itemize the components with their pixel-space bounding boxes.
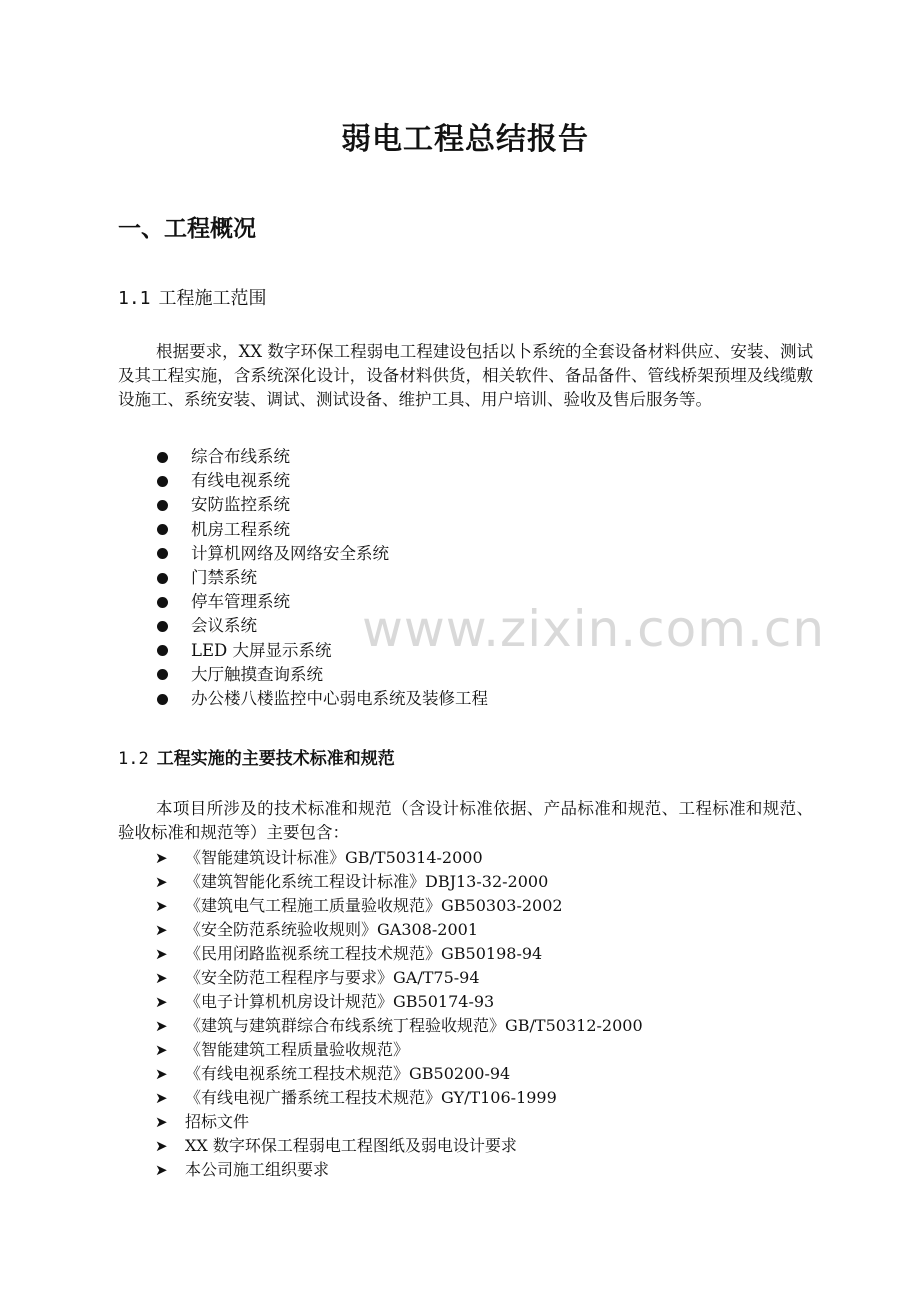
- arrowhead-icon: ➤: [155, 921, 168, 939]
- list-item-label: 综合布线系统: [191, 447, 290, 466]
- list-item: [155, 566, 488, 590]
- subsection-number: 1.1: [118, 288, 151, 309]
- arrowhead-icon: ➤: [155, 1137, 168, 1155]
- list-item-label: 《智能建筑设计标准》GB/T50314-2000: [185, 848, 483, 867]
- list-item-label: 《电子计算机机房设计规范》GB50174-93: [185, 992, 495, 1011]
- subsection-heading-standards: [118, 744, 395, 769]
- list-item: [155, 1062, 643, 1086]
- list-item: [155, 918, 643, 942]
- arrowhead-icon: ➤: [155, 873, 168, 891]
- list-item: [155, 663, 488, 687]
- list-item-label: 会议系统: [191, 616, 257, 636]
- list-item: [155, 966, 643, 990]
- list-item: [155, 1086, 643, 1110]
- list-item-label: 计算机网络及网络安全系统: [191, 543, 389, 563]
- section-heading-overview: 一、工程概况: [118, 216, 256, 242]
- list-item: [155, 493, 488, 517]
- list-item-label: 《安全防范系统验收规则》GA308-2001: [185, 920, 479, 939]
- list-item-label: 门禁系统: [191, 568, 257, 588]
- list-item: [155, 445, 488, 469]
- list-item-label: 机房工程系统: [191, 519, 290, 539]
- list-item-label: 《建筑智能化系统工程设计标准》DBJ13-32-2000: [185, 872, 549, 891]
- list-item-label: 办公楼八楼监控中心弱电系统及装修工程: [191, 689, 488, 709]
- arrowhead-icon: ➤: [155, 1161, 168, 1179]
- list-item-label: 安防监控系统: [191, 495, 290, 515]
- arrowhead-icon: ➤: [155, 1041, 168, 1059]
- list-item-label: 停车管理系统: [191, 592, 290, 612]
- filled-circle-icon: [157, 669, 168, 680]
- arrowhead-icon: ➤: [155, 1065, 168, 1083]
- arrowhead-icon: ➤: [155, 969, 168, 987]
- arrowhead-icon: ➤: [155, 1113, 168, 1131]
- list-item: [155, 1134, 643, 1158]
- list-item: [155, 469, 488, 493]
- filled-circle-icon: [157, 573, 168, 584]
- list-item-label: 《有线电视系统工程技术规范》GB50200-94: [185, 1064, 511, 1083]
- arrowhead-icon: ➤: [155, 993, 168, 1011]
- list-item-label: 有线电视系统: [191, 471, 290, 491]
- list-item: [155, 942, 643, 966]
- list-item: [155, 639, 488, 663]
- arrowhead-icon: ➤: [155, 1017, 168, 1035]
- arrowhead-icon: ➤: [155, 897, 168, 915]
- list-item: [155, 1110, 643, 1134]
- filled-circle-icon: [157, 694, 168, 705]
- list-item: [155, 614, 488, 638]
- list-item-label: LED 大屏显示系统: [191, 640, 332, 660]
- list-item-label: 《建筑与建筑群综合布线系统丁程验收规范》GB/T50312-2000: [185, 1016, 643, 1035]
- list-item-label: 招标文件: [185, 1112, 250, 1131]
- list-item: [155, 590, 488, 614]
- document-title: 弱电工程总结报告: [341, 122, 589, 157]
- list-item: [155, 518, 488, 542]
- standards-paragraph: 本项目所涉及的技术标准和规范（含设计标准依据、产品标准和规范、工程标准和规范、验收标准和规范等）主要包含：: [118, 799, 813, 842]
- list-item: [155, 894, 643, 918]
- filled-circle-icon: [157, 621, 168, 632]
- list-item: [155, 870, 643, 894]
- subsection-heading-scope: [118, 284, 267, 310]
- list-item: [155, 1158, 643, 1182]
- subsection-number: 1.2: [118, 749, 149, 769]
- arrowhead-icon: ➤: [155, 945, 168, 963]
- subsection-title: 工程实施的主要技术标准和规范: [156, 749, 395, 769]
- arrowhead-icon: ➤: [155, 849, 168, 867]
- arrowhead-icon: ➤: [155, 1089, 168, 1107]
- systems-list: [155, 445, 488, 711]
- filled-circle-icon: [157, 548, 168, 559]
- list-item: [155, 542, 488, 566]
- intro-paragraph: 根据要求，XX 数字环保工程弱电工程建设包括以卜系统的全套设备材料供应、安装、测试及其工程实施，含系统深化设计，设备材料供货，相关软件、备品备件、管线桥架预埋及线缆敷设施工、系统安装、调试、测试设备、维护工具、用户培训、验收及售后服务等。: [118, 342, 813, 409]
- filled-circle-icon: [157, 645, 168, 656]
- filled-circle-icon: [157, 476, 168, 487]
- list-item-label: 《智能建筑工程质量验收规范》: [185, 1040, 410, 1059]
- standards-list: [155, 846, 643, 1182]
- filled-circle-icon: [157, 597, 168, 608]
- list-item: [155, 1038, 643, 1062]
- subsection-title: 工程施工范围: [158, 288, 267, 309]
- list-item: [155, 1014, 643, 1038]
- list-item-label: XX 数字环保工程弱电工程图纸及弱电设计要求: [185, 1136, 517, 1155]
- filled-circle-icon: [157, 452, 168, 463]
- list-item: [155, 990, 643, 1014]
- filled-circle-icon: [157, 524, 168, 535]
- list-item-label: 《有线电视广播系统工程技术规范》GY/T106-1999: [185, 1088, 557, 1107]
- list-item-label: 《民用闭路监视系统工程技术规范》GB50198-94: [185, 944, 543, 963]
- list-item: [155, 687, 488, 711]
- list-item-label: 大厅触摸查询系统: [191, 664, 323, 684]
- list-item: [155, 846, 643, 870]
- watermark: www.zixin.com.cn: [362, 600, 826, 658]
- list-item-label: 《建筑电气工程施工质量验收规范》GB50303-2002: [185, 896, 563, 915]
- filled-circle-icon: [157, 500, 168, 511]
- list-item-label: 本公司施工组织要求: [185, 1160, 330, 1179]
- list-item-label: 《安全防范工程程序与要求》GA/T75-94: [185, 968, 480, 987]
